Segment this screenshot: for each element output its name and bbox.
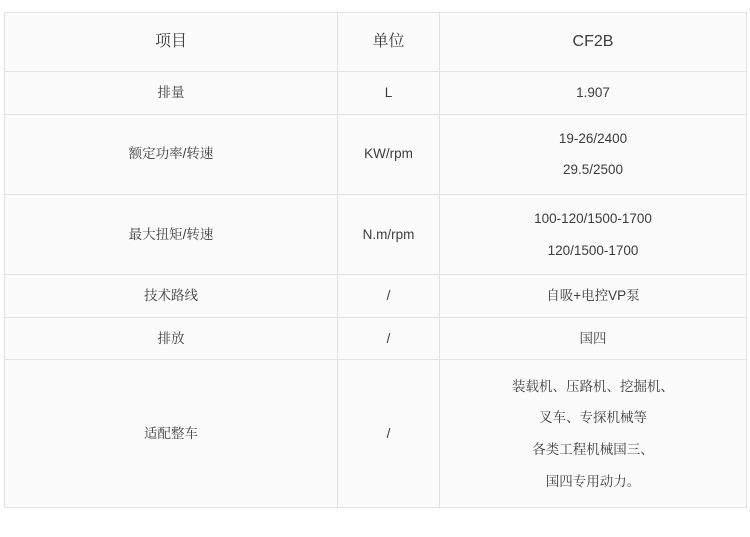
row-value-group (440, 114, 747, 194)
row-unit: / (338, 317, 440, 360)
row-label: 排量 (5, 72, 338, 115)
table-header-row (5, 13, 747, 72)
table-row (5, 194, 747, 274)
table-row (5, 275, 747, 318)
table-row (5, 360, 747, 508)
column-header-item: 项目 (5, 13, 338, 72)
row-label: 排放 (5, 317, 338, 360)
row-unit: / (338, 275, 440, 318)
row-value-group (440, 194, 747, 274)
table-row (5, 72, 747, 115)
row-label: 最大扭矩/转速 (5, 194, 338, 274)
row-value: 装载机、压路机、挖掘机、 (512, 378, 674, 394)
table-row (5, 114, 747, 194)
row-unit: KW/rpm (338, 114, 440, 194)
specification-table (4, 12, 747, 508)
row-value: 国四 (440, 317, 747, 360)
row-value: 1.907 (440, 72, 747, 115)
table-row (5, 317, 747, 360)
row-value: 120/1500-1700 (547, 242, 639, 258)
row-label: 技术路线 (5, 275, 338, 318)
row-value: 各类工程机械国三、 (532, 441, 654, 457)
row-value: 自吸+电控VP泵 (440, 275, 747, 318)
row-value: 19-26/2400 (558, 130, 628, 146)
row-value: 国四专用动力。 (545, 473, 641, 489)
row-unit: / (338, 360, 440, 508)
row-value: 叉车、专探机械等 (539, 410, 647, 426)
row-unit: N.m/rpm (338, 194, 440, 274)
row-label: 额定功率/转速 (5, 114, 338, 194)
row-value-group (440, 360, 747, 508)
table-body (5, 72, 747, 508)
row-value: 29.5/2500 (562, 162, 624, 178)
table-header (5, 13, 747, 72)
row-value: 100-120/1500-1700 (534, 210, 652, 226)
row-label: 适配整车 (5, 360, 338, 508)
column-header-unit: 单位 (338, 13, 440, 72)
row-unit: L (338, 72, 440, 115)
column-header-model: CF2B (440, 13, 747, 72)
